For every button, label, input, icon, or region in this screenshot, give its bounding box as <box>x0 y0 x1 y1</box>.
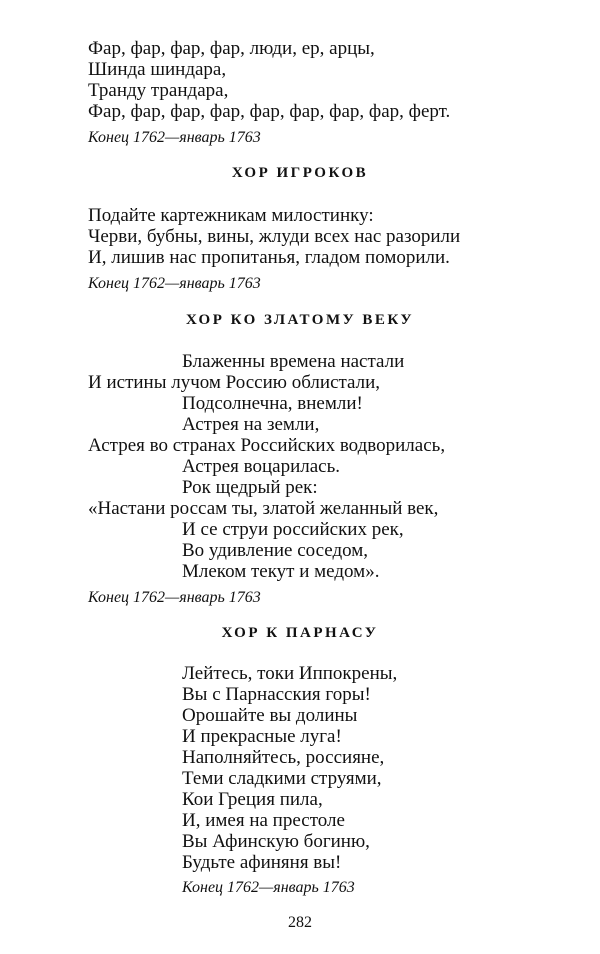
verse-line: Млеком текут и медом». <box>182 561 380 582</box>
verse-line: Наполняйтесь, россияне, <box>182 747 385 768</box>
poem-title: ХОР К ПАРНАСУ <box>221 625 379 641</box>
verse-line: И се струи российских рек, <box>182 519 404 540</box>
verse-line: И, имея на престоле <box>182 810 345 831</box>
verse-line: Подсолнечна, внемли! <box>182 393 363 414</box>
verse-line: Транду трандара, <box>88 80 229 101</box>
verse-line: Вы с Парнасския горы! <box>182 684 371 705</box>
verse-line: Астрея во странах Российских водворилась, <box>88 435 446 456</box>
verse-line: Вы Афинскую богиню, <box>182 831 370 852</box>
verse-line: Подайте картежникам милостинку: <box>88 205 374 226</box>
date-note: Конец 1762—январь 1763 <box>88 129 261 146</box>
date-note: Конец 1762—январь 1763 <box>182 879 355 896</box>
poem-title: ХОР ИГРОКОВ <box>231 165 369 181</box>
verse-line: Во удивление соседом, <box>182 540 369 561</box>
verse-line: Астрея воцарилась. <box>182 456 341 477</box>
poem-title: ХОР КО ЗЛАТОМУ ВЕКУ <box>185 312 414 328</box>
verse-line: Теми сладкими струями, <box>182 768 382 789</box>
page-number: 282 <box>288 914 312 931</box>
verse-line: Астрея на земли, <box>182 414 320 435</box>
verse-line: Рок щедрый рек: <box>182 477 318 498</box>
verse-line: Будьте афиняня вы! <box>182 852 342 873</box>
verse-line: Шинда шиндара, <box>88 59 227 80</box>
verse-line: Кои Греция пила, <box>182 789 323 810</box>
verse-line: И истины лучом Россию облистали, <box>88 372 381 393</box>
verse-line: И прекрасные луга! <box>182 726 342 747</box>
date-note: Конец 1762—январь 1763 <box>88 589 261 606</box>
verse-line: Блаженны времена настали <box>182 351 405 372</box>
verse-line: Орошайте вы долины <box>182 705 358 726</box>
verse-line: Черви, бубны, вины, жлуди всех нас разорили <box>88 226 461 247</box>
verse-line: И, лишив нас пропитанья, гладом поморили. <box>88 247 450 268</box>
date-note: Конец 1762—январь 1763 <box>88 275 261 292</box>
verse-line: Фар, фар, фар, фар, люди, ер, арцы, <box>88 38 375 59</box>
verse-line: Фар, фар, фар, фар, фар, фар, фар, фар, ферт. <box>88 101 451 122</box>
verse-line: Лейтесь, токи Иппокрены, <box>182 663 398 684</box>
verse-line: «Настани россам ты, златой желанный век, <box>88 498 439 519</box>
